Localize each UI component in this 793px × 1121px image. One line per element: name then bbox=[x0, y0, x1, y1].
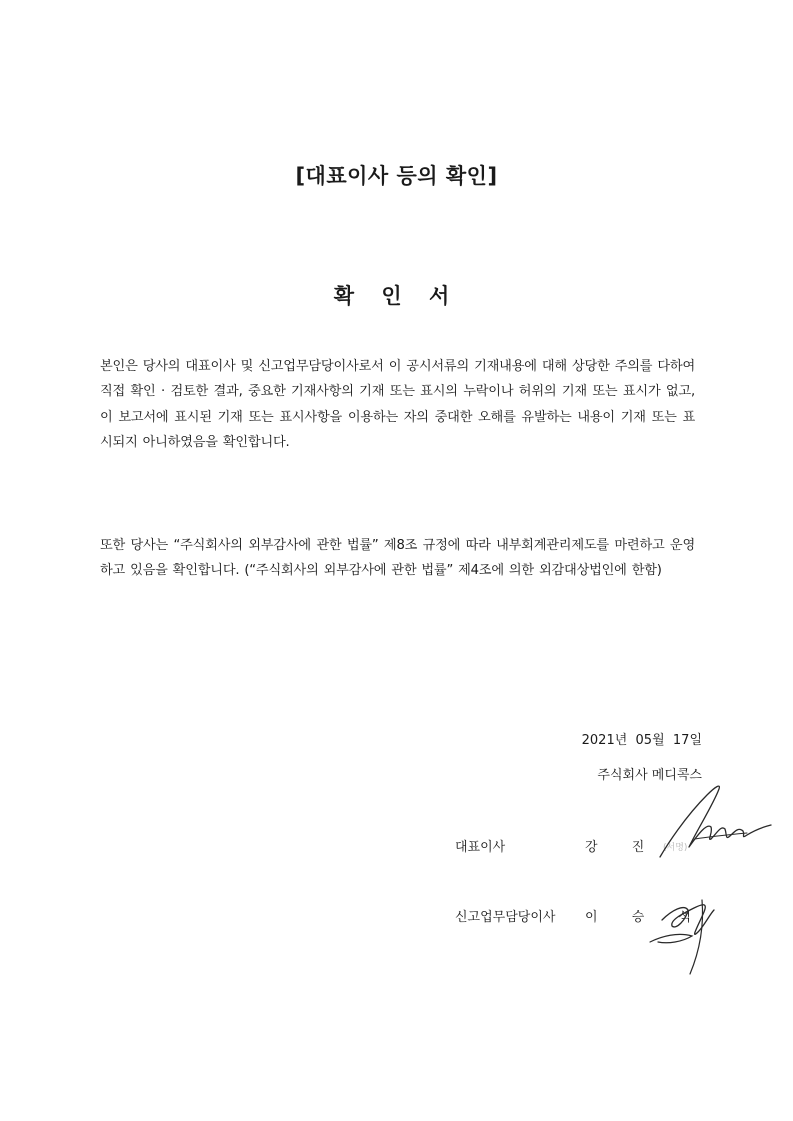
section-heading: [대표이사 등의 확인] bbox=[295, 164, 498, 188]
signatory-title: 대표이사 bbox=[455, 840, 506, 855]
company-name: 주식회사 메디콕스 bbox=[597, 768, 702, 783]
signatory-name: 강 진 bbox=[585, 840, 660, 855]
document-date: 2021년 05월 17일 bbox=[581, 733, 702, 748]
confirmation-paragraph: 본인은 당사의 대표이사 및 신고업무담당이사로서 이 공시서류의 기재내용에 대해 상당한 주의를 다하여 직접 확인 · 검토한 결과, 중요한 기재사항의 기재 또는 표시의 누락이나 허위의 기재 또는 표시가 없고, 이 보고서에 표시된 기재 또는 표시사항을 이용하는 자의 중대한 오해를 유발하는 내용이 기재 또는 표시되지 아니하였음을 확인합니다. bbox=[100, 359, 695, 450]
signatory-row-ceo bbox=[455, 836, 659, 855]
handwritten-signature-ceo bbox=[655, 775, 775, 870]
handwritten-signature-disclosure-officer bbox=[642, 880, 732, 980]
document-title: 확 인 서 bbox=[333, 284, 460, 308]
seal-placeholder: (서명) bbox=[663, 843, 688, 853]
internal-control-paragraph: 또한 당사는 “주식회사의 외부감사에 관한 법률” 제8조 규정에 따라 내부회계관리제도를 마련하고 운영하고 있음을 확인합니다. (“주식회사의 외부감사에 관한 법률” 제4조에 의한 외감대상법인에 한함) bbox=[100, 538, 695, 579]
signatory-title: 신고업무담당이사 bbox=[455, 910, 556, 925]
signatory-name: 이 승 석 bbox=[585, 910, 706, 925]
